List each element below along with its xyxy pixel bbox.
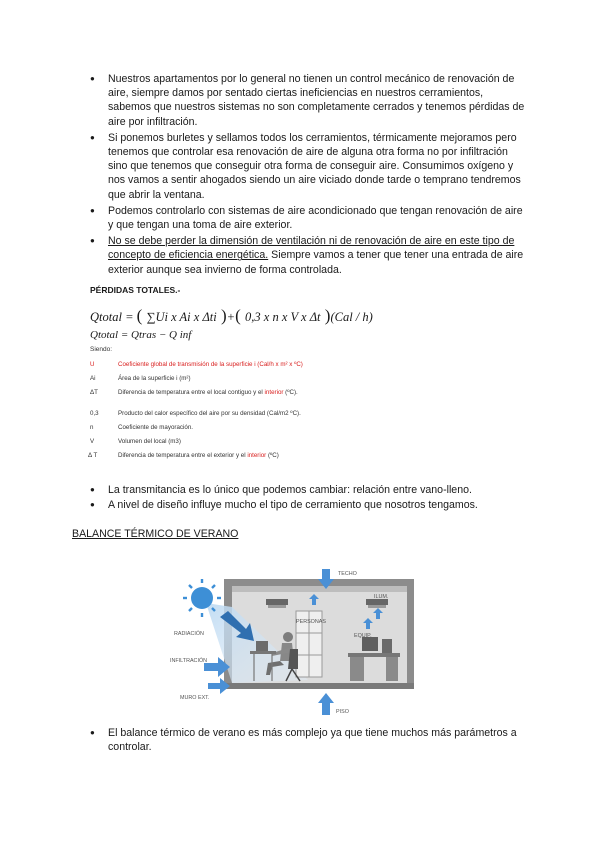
label-muro: MURO EXT. <box>180 695 210 701</box>
list-item: ● A nivel de diseño influye mucho el tipo de cerramiento que nosotros tengamos. <box>88 498 528 512</box>
definition-text: Producto del calor específico del aire por su densidad (Cal/m2 ºC). <box>118 410 301 417</box>
list-item <box>88 234 528 277</box>
definition-symbol: Ai <box>90 375 96 382</box>
definition-symbol: Δ T <box>88 452 98 459</box>
ceiling-lamp-icon <box>266 599 288 605</box>
definition-text-end: (ºC) <box>266 452 279 459</box>
formula-infiltration: 0,3 x n x V x Δt <box>245 310 321 324</box>
heat-loss-formula: Qtotal = ( ∑Ui x Ai x Δti )+( 0,3 x n x V x Δt )(Cal / h) <box>90 306 373 325</box>
definition-text: Coeficiente de mayoración. <box>118 424 193 431</box>
list-item: ● La transmitancia es lo único que podemos cambiar: relación entre vano-lleno. <box>88 483 528 497</box>
formula-line-2: Qtotal = Qtras − Q inf <box>90 329 192 341</box>
list-item: ● Si ponemos burletes y sellamos todos los cerramientos, térmicamente mejoramos pero tenemos que controlar esa renovación de aire de alguna otra forma no por infiltración sino que tenemos que conseguir otra forma de conseguir aire. Consumimos oxígeno y nos vamos a sentir ahogados siendo un aire viciado donde tarde o temprano tendremos que abrir la ventana. <box>88 131 528 202</box>
label-personas: PERSONAS <box>296 619 326 625</box>
label-techo: TECHO <box>338 571 357 577</box>
equipment-desk <box>348 653 400 657</box>
formula-lhs: Qtotal = <box>90 310 137 324</box>
definition-symbol: V <box>90 438 95 445</box>
list-item: ● Podemos controlarlo con sistemas de aire acondicionado que tengan renovación de aire y que tengan una toma de aire exterior. <box>88 204 528 232</box>
summer-balance-heading: BALANCE TÉRMICO DE VERANO <box>72 528 239 540</box>
list-item: ● Nuestros apartamentos por lo general no tienen un control mecánico de renovación de aire, siempre damos por sentado ciertas ineficiencias en nuestros cerramientos, sabemos que nuestros sistemas no son completamente cerrados y tenemos pérdidas de aire por infiltración. <box>88 72 528 129</box>
definition-text: Volumen del local (m3) <box>118 438 181 445</box>
definition-symbol: ΔT <box>90 389 98 396</box>
list-item: ● El balance térmico de verano es más complejo ya que tiene muchos más parámetros a controlar. <box>88 726 528 754</box>
label-piso: PISO <box>336 709 349 715</box>
label-radiacion: RADIACIÓN <box>174 631 204 637</box>
siendo-label: Siendo: <box>90 346 113 353</box>
definition-text: Coeficiente global de transmisión de la superficie i (Cal/h x m² x ºC) <box>118 361 303 368</box>
definition-text: Área de la superficie i (m²) <box>118 375 191 382</box>
definition-text: Diferencia de temperatura entre el exterior y el <box>118 452 248 459</box>
computer-icon <box>362 637 378 651</box>
formula-sum: ∑Ui x Ai x Δti <box>146 310 217 324</box>
definition-text-end: (ºC). <box>283 389 298 396</box>
definition-text-red: interior <box>247 452 267 459</box>
definition-symbol: n <box>90 424 94 431</box>
underlined-text: No se debe perder la dimensión de ventilación ni de renovación de aire en este tipo de concepto de eficiencia energética. <box>108 235 515 262</box>
label-equip: EQUIP. <box>354 633 372 639</box>
mid-bullet-list <box>88 483 528 513</box>
list-item-rest: Siempre vamos a tener que tener una entrada de aire exterior aunque sea invierno de forma controlada. <box>108 249 524 276</box>
final-bullet-list <box>88 726 528 754</box>
losses-heading: PÉRDIDAS TOTALES.- <box>90 285 181 295</box>
summer-thermal-balance-figure <box>168 565 430 717</box>
definition-symbol: 0,3 <box>90 410 99 417</box>
label-infiltracion: INFILTRACIÓN <box>170 658 208 664</box>
definition-symbol: U <box>90 361 95 368</box>
definition-text-red: interior <box>264 389 284 396</box>
intro-bullet-list <box>88 72 528 279</box>
formula-units: (Cal / h) <box>330 310 373 324</box>
definition-text: Diferencia de temperatura entre el local contiguo y el <box>118 389 265 396</box>
monitor-icon <box>256 641 268 651</box>
desk <box>250 651 276 654</box>
floor-arrow-icon <box>318 693 334 715</box>
label-ilum: ILUM. <box>374 594 389 600</box>
